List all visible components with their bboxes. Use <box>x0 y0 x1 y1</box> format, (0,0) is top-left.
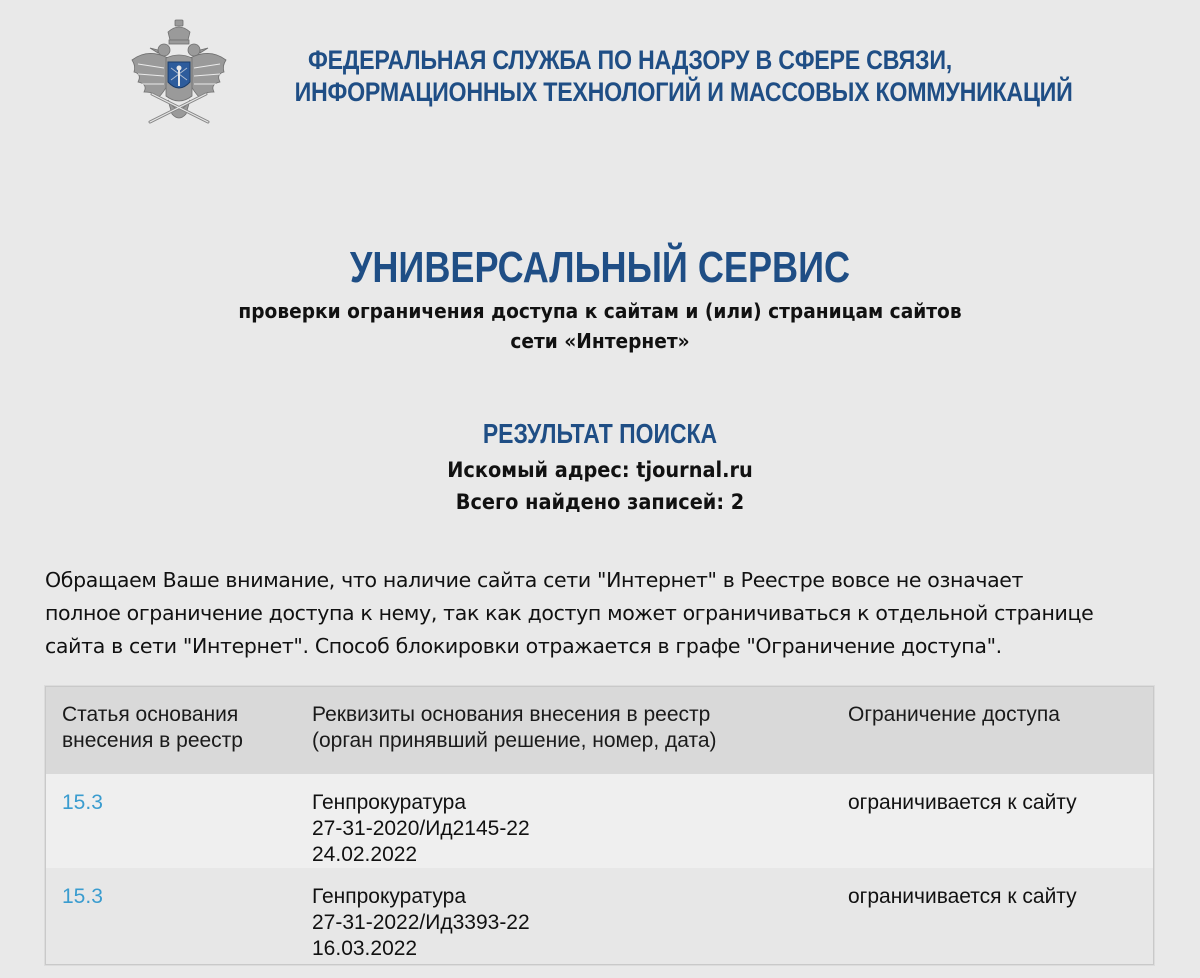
table-row <box>46 868 1153 964</box>
table-row <box>46 774 1153 868</box>
registry-results-table <box>45 686 1154 965</box>
notice-line-2: полное ограничение доступа к нему, так как доступ может ограничиваться к отдельной странице <box>45 601 1094 625</box>
search-result-summary <box>0 414 1200 518</box>
search-result-title: РЕЗУЛЬТАТ ПОИСКА <box>482 418 718 449</box>
cell-restriction: ограничивается к сайту <box>848 791 1077 814</box>
article-link[interactable]: 15.3 <box>62 791 103 814</box>
page-header <box>0 0 1200 140</box>
organization-title-line-2: ИНФОРМАЦИОННЫХ ТЕХНОЛОГИЙ И МАССОВЫХ КОММУНИКАЦИЙ <box>294 77 1073 107</box>
decision-date: 24.02.2022 <box>312 843 418 866</box>
cell-grounds <box>296 774 832 868</box>
service-heading <box>0 240 1200 356</box>
decision-number: 27-31-2022/Ид3393-22 <box>312 911 530 934</box>
cell-restriction: ограничивается к сайту <box>848 885 1077 908</box>
notice-line-1: Обращаем Ваше внимание, что наличие сайта сети "Интернет" в Реестре вовсе не означает <box>45 568 1024 592</box>
notice-line-3: сайта в сети "Интернет". Способ блокировки отражается в графе "Ограничение доступа". <box>45 634 1002 658</box>
emblem-icon <box>128 18 230 130</box>
cell-grounds <box>296 868 832 964</box>
registry-notice <box>45 564 1165 663</box>
service-subtitle-line-1: проверки ограничения доступа к сайтам и (или) страницам сайтов <box>238 299 962 323</box>
article-link[interactable]: 15.3 <box>62 885 103 908</box>
column-header-grounds: Реквизиты основания внесения в реестр (орган принявший решение, номер, дата) <box>312 703 717 752</box>
decision-number: 27-31-2020/Ид2145-22 <box>312 817 530 840</box>
cell-article <box>46 868 296 964</box>
service-title: УНИВЕРСАЛЬНЫЙ СЕРВИС <box>349 243 851 292</box>
service-subtitle-line-2: сети «Интернет» <box>510 329 690 353</box>
authority: Генпрокуратура <box>312 885 467 908</box>
cell-article <box>46 774 296 868</box>
organization-title-line-1: ФЕДЕРАЛЬНАЯ СЛУЖБА ПО НАДЗОРУ В СФЕРЕ СВЯЗИ, <box>308 45 952 75</box>
column-header-restriction: Ограничение доступа <box>848 703 1060 726</box>
total-records-found: Всего найдено записей: 2 <box>455 490 745 514</box>
column-header-article: Статья основания внесения в реестр <box>62 703 243 752</box>
decision-date: 16.03.2022 <box>312 937 418 960</box>
authority: Генпрокуратура <box>312 791 467 814</box>
organization-title <box>294 44 1073 108</box>
searched-address: Искомый адрес: tjournal.ru <box>447 458 753 482</box>
table-header-row <box>46 687 1153 774</box>
